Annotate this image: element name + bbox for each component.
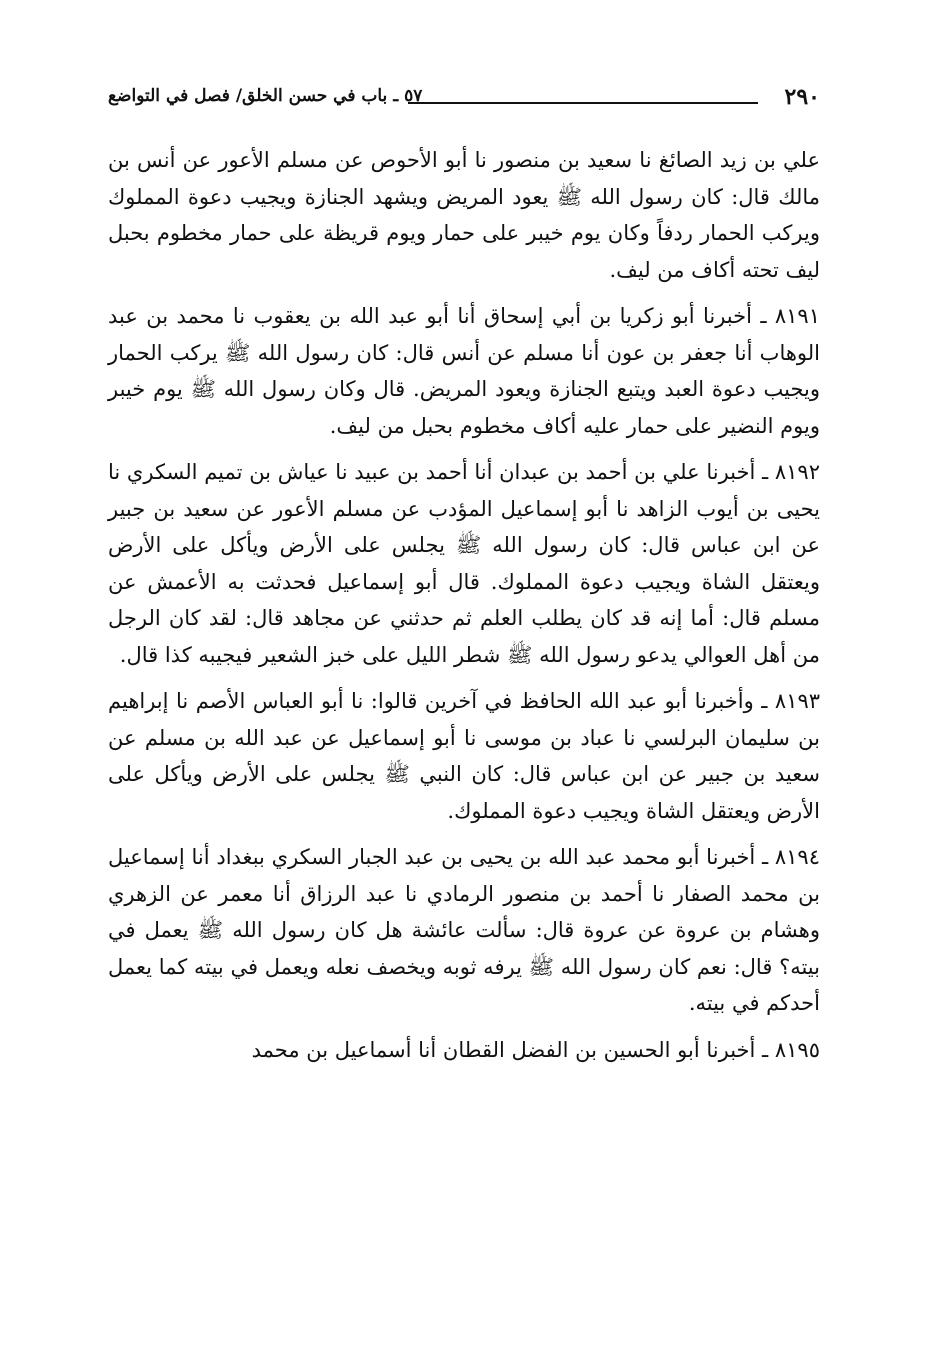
hadith-number: ٨١٩٤ ـ — [761, 845, 820, 869]
running-title: ٥٧ ـ باب في حسن الخلق/ فصل في التواضع — [108, 86, 423, 106]
paragraph-continuation — [108, 142, 820, 288]
hadith-8193 — [108, 683, 820, 829]
hadith-number: ٨١٩٥ ـ — [762, 1037, 820, 1062]
hadith-8194 — [108, 839, 820, 1022]
hadith-number: ٨١٩١ ـ — [760, 304, 820, 328]
hadith-number: ٨١٩٣ ـ — [761, 689, 821, 713]
paragraph-text: أخبرنا أبو الحسين بن الفضل القطان أنا أسماعيل بن محمد — [251, 1037, 756, 1062]
hadith-number: ٨١٩٢ ـ — [762, 460, 820, 484]
header-rule — [408, 102, 758, 104]
paragraph-text: وأخبرنا أبو عبد الله الحافظ في آخرين قالوا: نا أبو العباس الأصم نا إبراهيم بن سليمان البرلسي نا عباد بن موسى نا أبو إسماعيل عن عبد الله بن مسلم عن سعيد بن جبير عن ابن عباس قال: كان النبي ﷺ يجلس على الأرض ويأكل على الأرض ويعتقل الشاة ويجيب دعوة المملوك. — [108, 689, 820, 823]
paragraph-text: علي بن زيد الصائغ نا سعيد بن منصور نا أبو الأحوص عن مسلم الأعور عن أنس بن مالك قال: كان رسول الله ﷺ يعود المريض ويشهد الجنازة ويجيب دعوة المملوك ويركب الحمار ردفاً وكان يوم خيبر على حمار ويوم قريظة على حمار مخطوم بحبل ليف تحته أكاف من ليف. — [108, 148, 820, 282]
hadith-8192 — [108, 454, 820, 673]
paragraph-text: أخبرنا أبو محمد عبد الله بن يحيى بن عبد الجبار السكري ببغداد أنا إسماعيل بن محمد الصفار نا أحمد بن منصور الرمادي نا عبد الرزاق أنا معمر عن الزهري وهشام بن عروة عن عروة قال: سألت عائشة هل كان رسول الله ﷺ يعمل في بيته؟ قال: نعم كان رسول الله ﷺ يرفه ثوبه ويخصف نعله ويعمل في بيته كما يعمل أحدكم في بيته. — [108, 845, 820, 1015]
page-number: ٢٩٠ — [784, 84, 820, 110]
hadith-8195 — [108, 1032, 820, 1069]
paragraph-text: أخبرنا أبو زكريا بن أبي إسحاق أنا أبو عبد الله بن يعقوب نا محمد بن عبد الوهاب أنا جعفر بن عون أنا مسلم عن أنس قال: كان رسول الله ﷺ يركب الحمار ويجيب دعوة العبد ويتبع الجنازة ويعود المريض. قال وكان رسول الله ﷺ يوم خيبر ويوم النضير على حمار عليه أكاف مخطوم بحبل من ليف. — [108, 304, 820, 438]
page-body — [108, 142, 820, 1068]
hadith-8191 — [108, 298, 820, 444]
paragraph-text: أخبرنا علي بن أحمد بن عبدان أنا أحمد بن عبيد نا عياش بن تميم السكري نا يحيى بن أيوب الزاهد نا أبو إسماعيل المؤدب عن مسلم الأعور عن سعيد بن جبير عن ابن عباس قال: كان رسول الله ﷺ يجلس على الأرض ويأكل على الأرض ويعتقل الشاة ويجيب دعوة المملوك. قال أبو إسماعيل فحدثت به الأعمش عن مسلم قال: أما إنه قد كان يطلب العلم ثم حدثني عن مجاهد قال: لقد كان الرجل من أهل العوالي يدعو رسول الله ﷺ شطر الليل على خبز الشعير فيجيبه كذا قال. — [108, 460, 820, 667]
page-header — [108, 84, 820, 124]
